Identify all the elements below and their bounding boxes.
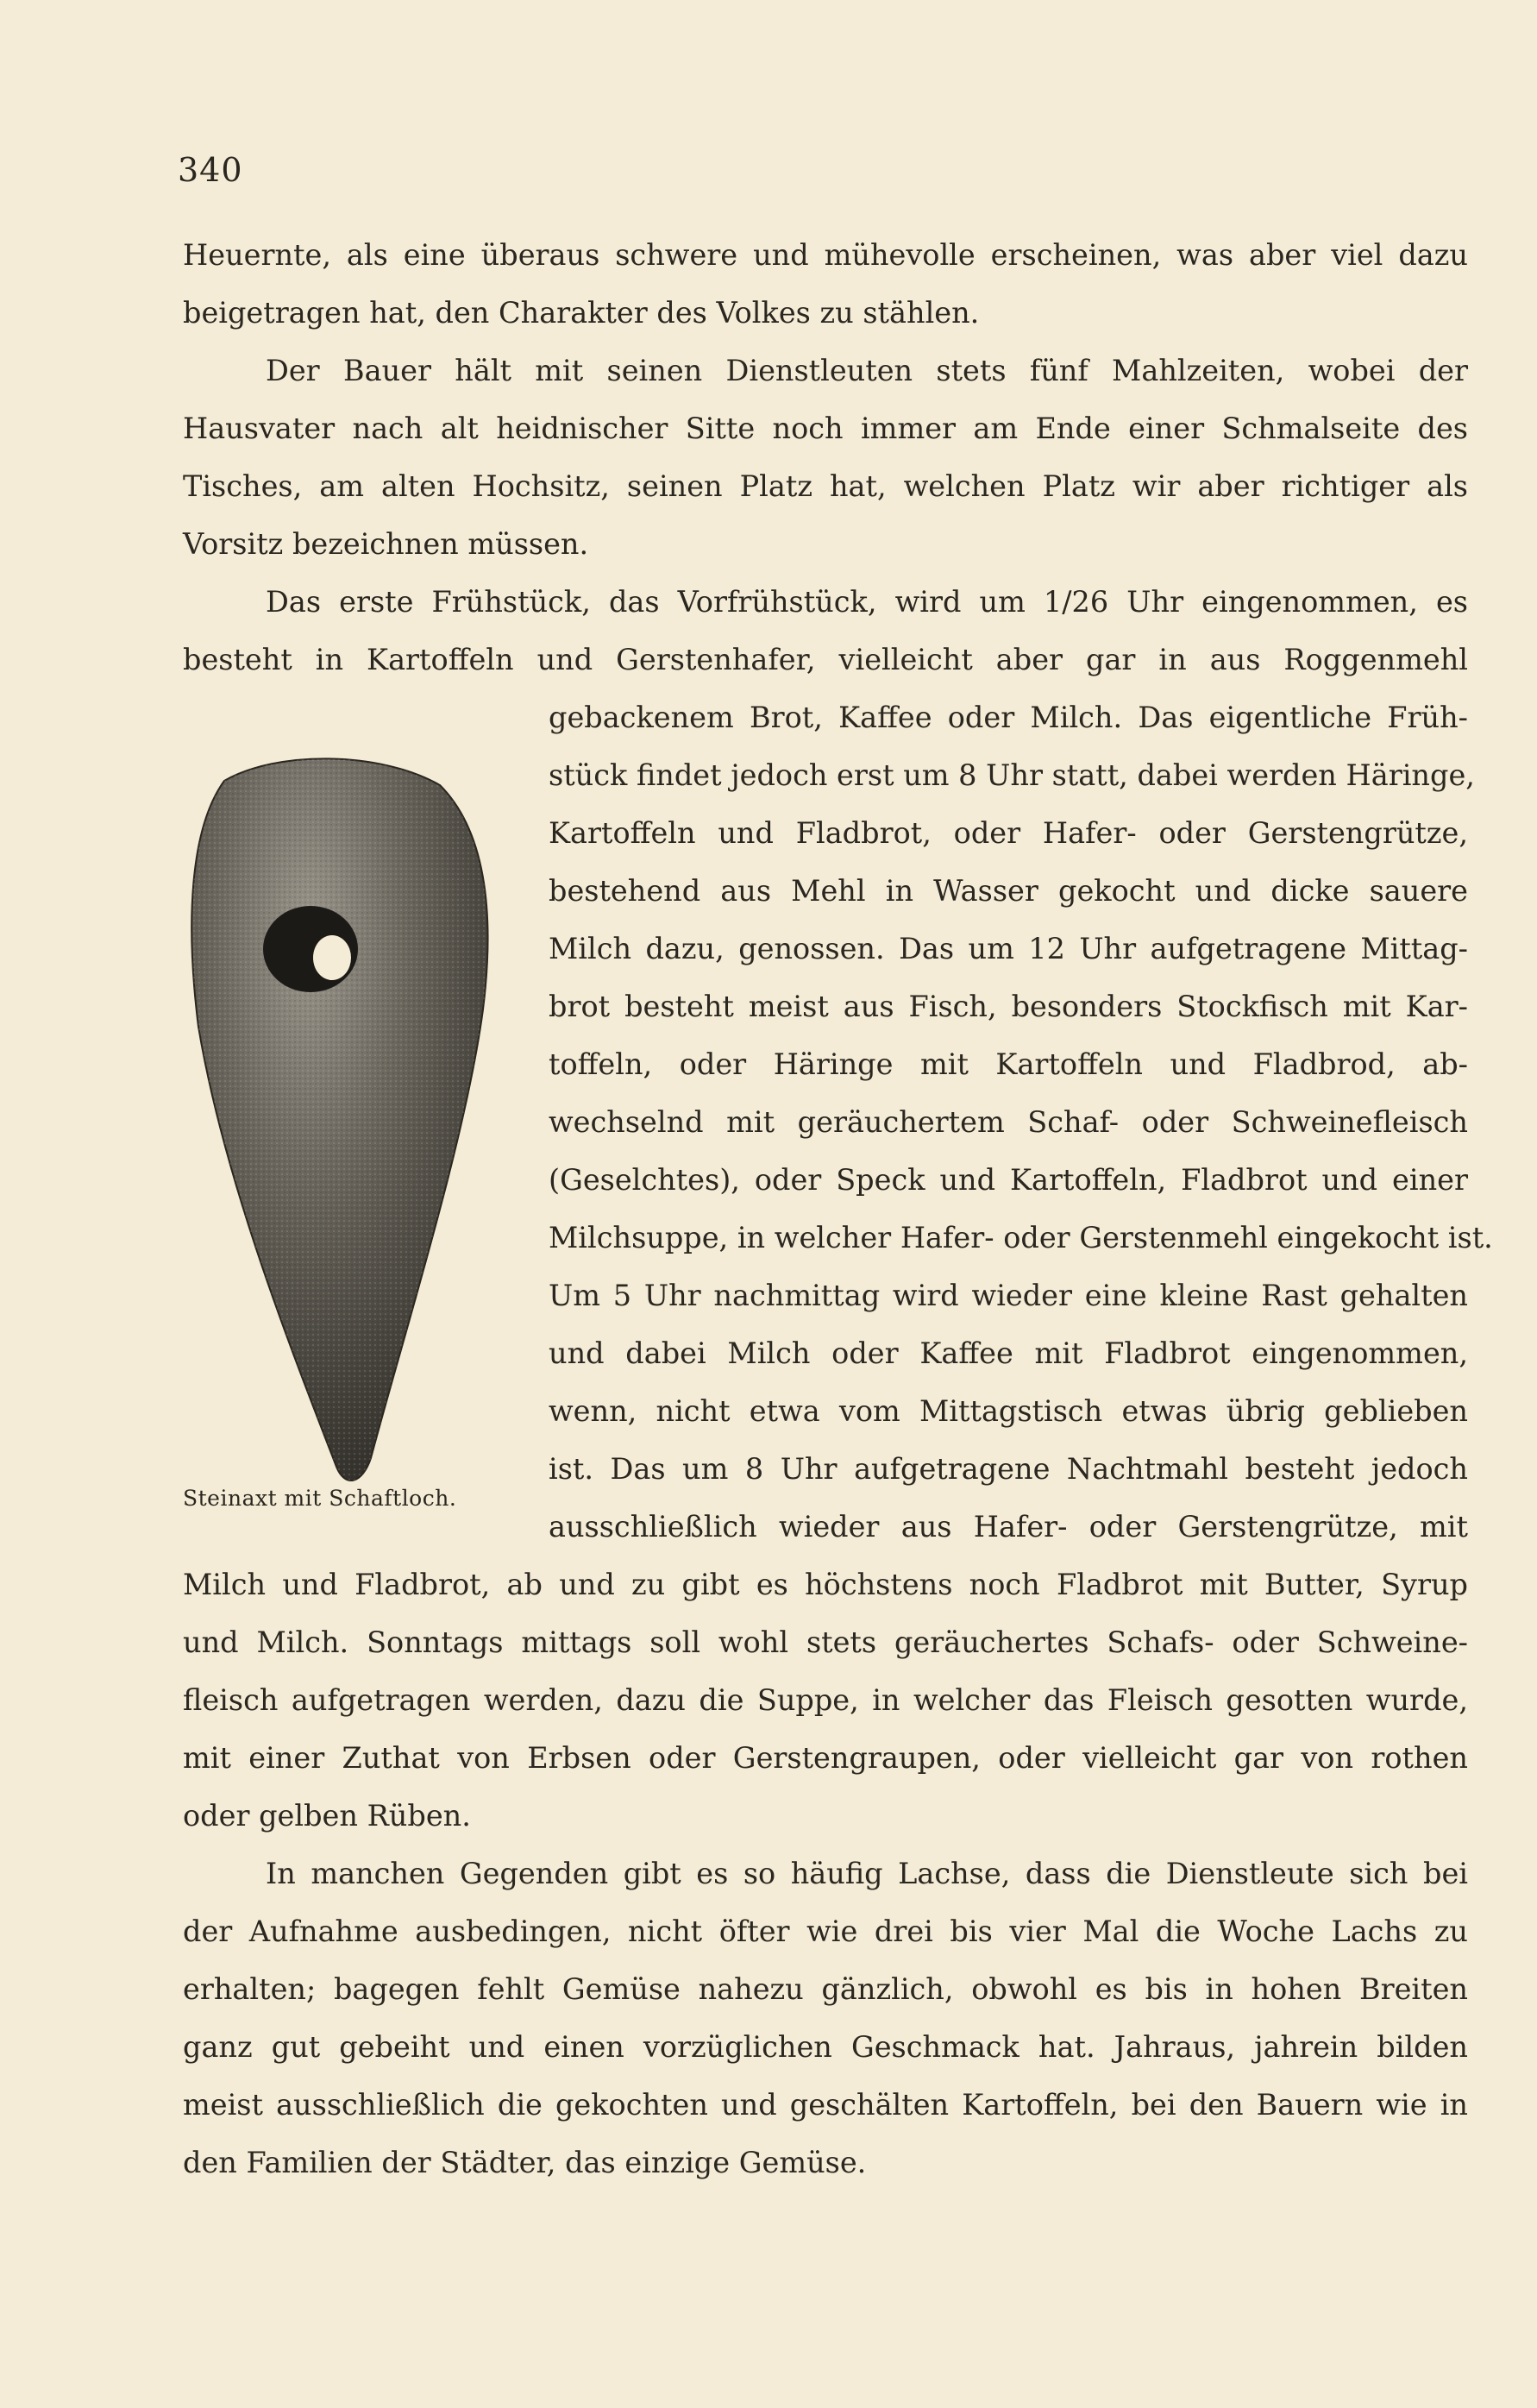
page-number: 340	[178, 151, 243, 189]
text-line: ist. Das um 8 Uhr aufgetragene Nachtmahl besteht jedoch	[549, 1452, 1468, 1486]
text-line: Der Bauer hält mit seinen Dienstleuten stets fünf Mahlzeiten, wobei der	[266, 354, 1468, 387]
figure-caption: Steinaxt mit Schaftloch.	[183, 1486, 457, 1511]
text-line: Heuernte, als eine überaus schwere und mühevolle erscheinen, was aber viel dazu	[183, 238, 1468, 272]
stone-axe-figure	[173, 733, 509, 1518]
text-line: Milchsuppe, in welcher Hafer- oder Gerstenmehl eingekocht ist.	[549, 1221, 1493, 1254]
text-line: Vorsitz bezeichnen müssen.	[183, 527, 589, 561]
text-line: (Geselchtes), oder Speck und Kartoffeln, Fladbrot und einer	[549, 1163, 1468, 1197]
text-line: den Familien der Städter, das einzige Gemüse.	[183, 2146, 867, 2179]
text-line: mit einer Zuthat von Erbsen oder Gerstengraupen, oder vielleicht gar von rothen	[183, 1741, 1468, 1775]
text-line: besteht in Kartoffeln und Gerstenhafer, vielleicht aber gar in aus Roggenmehl	[183, 643, 1468, 676]
text-line: wenn, nicht etwa vom Mittagstisch etwas übrig geblieben	[549, 1394, 1468, 1428]
text-line: der Aufnahme ausbedingen, nicht öfter wie drei bis vier Mal die Woche Lachs zu	[183, 1914, 1468, 1948]
text-line: In manchen Gegenden gibt es so häufig Lachse, dass die Dienstleute sich bei	[266, 1857, 1468, 1890]
text-line: ganz gut gebeiht und einen vorzüglichen Geschmack hat. Jahraus, jahrein bilden	[183, 2030, 1468, 2064]
text-line: und Milch. Sonntags mittags soll wohl stets geräuchertes Schafs- oder Schweine-	[183, 1625, 1468, 1659]
body-text-top	[183, 226, 1468, 688]
stone-axe-illustration	[173, 733, 509, 1493]
text-line: Milch dazu, genossen. Das um 12 Uhr aufgetragene Mittag-	[549, 932, 1468, 965]
text-line: meist ausschließlich die gekochten und geschälten Kartoffeln, bei den Bauern wie in	[183, 2088, 1468, 2122]
text-line: Hausvater nach alt heidnischer Sitte noch immer am Ende einer Schmalseite des	[183, 412, 1468, 445]
text-line: oder gelben Rüben.	[183, 1799, 471, 1833]
text-line: erhalten; bagegen fehlt Gemüse nahezu gänzlich, obwohl es bis in hohen Breiten	[183, 1972, 1468, 2006]
text-line: Das erste Frühstück, das Vorfrühstück, wird um 1/26 Uhr eingenommen, es	[266, 585, 1468, 619]
body-text-wrap	[549, 688, 1493, 1556]
text-line: beigetragen hat, den Charakter des Volkes zu stählen.	[183, 296, 980, 330]
text-line: Um 5 Uhr nachmittag wird wieder eine kleine Rast gehalten	[549, 1279, 1468, 1312]
body-text-bottom	[183, 1556, 1468, 2191]
text-line: stück findet jedoch erst um 8 Uhr statt, dabei werden Häringe,	[549, 758, 1475, 792]
text-line: gebackenem Brot, Kaffee oder Milch. Das eigentliche Früh-	[549, 701, 1468, 734]
text-line: wechselnd mit geräuchertem Schaf- oder Schweinefleisch	[549, 1105, 1468, 1139]
text-line: Tisches, am alten Hochsitz, seinen Platz hat, welchen Platz wir aber richtiger als	[183, 469, 1468, 503]
text-line: Kartoffeln und Fladbrot, oder Hafer- oder Gerstengrütze,	[549, 816, 1468, 850]
text-line: brot besteht meist aus Fisch, besonders Stockfisch mit Kar-	[549, 990, 1468, 1023]
text-line: Milch und Fladbrot, ab und zu gibt es höchstens noch Fladbrot mit Butter, Syrup	[183, 1568, 1468, 1601]
text-line: und dabei Milch oder Kaffee mit Fladbrot eingenommen,	[549, 1336, 1468, 1370]
text-line: ausschließlich wieder aus Hafer- oder Gerstengrütze, mit	[549, 1510, 1468, 1544]
text-line: fleisch aufgetragen werden, dazu die Suppe, in welcher das Fleisch gesotten wurde,	[183, 1683, 1468, 1717]
text-line: toffeln, oder Häringe mit Kartoffeln und Fladbrod, ab-	[549, 1047, 1468, 1081]
text-line: bestehend aus Mehl in Wasser gekocht und dicke sauere	[549, 874, 1468, 908]
